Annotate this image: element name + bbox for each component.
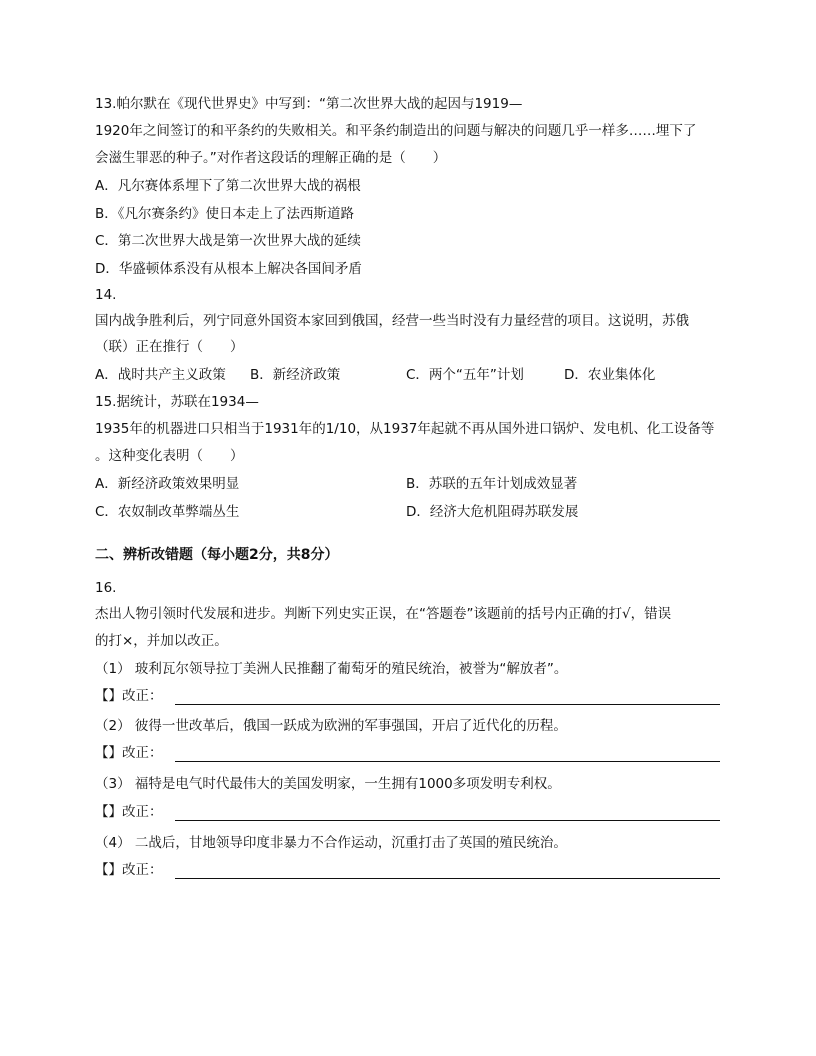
q13-option-c: C．第二次世界大战是第一次世界大战的延续 — [95, 233, 361, 249]
section-heading: 二、辨析改错题（每小题2分，共8分） — [95, 547, 339, 563]
q14-number: 14. — [95, 287, 117, 303]
correction-label: 【】改正： — [95, 688, 163, 704]
q16-number: 16. — [95, 580, 117, 596]
q14-option-c: C．两个“五年”计划 — [406, 367, 524, 383]
correction-label: 【】改正： — [95, 862, 163, 878]
q15-option-c: C．农奴制改革弊端丛生 — [95, 504, 240, 520]
q16-item-1: （1） 玻利瓦尔领导拉丁美洲人民推翻了葡萄牙的殖民统治，被誉为“解放者”。 — [95, 661, 568, 677]
q15-option-a: A．新经济政策效果明显 — [95, 476, 240, 492]
q14-line-1: 国内战争胜利后，列宁同意外国资本家回到俄国，经营一些当时没有力量经营的项目。这说明，苏俄 — [95, 313, 689, 329]
q16-item-3: （3） 福特是电气时代最伟大的美国发明家，一生拥有1000多项发明专利权。 — [95, 776, 561, 792]
q14-option-a: A．战时共产主义政策 — [95, 367, 226, 383]
correction-answer-line[interactable] — [175, 878, 720, 879]
q13-line-2: 1920年之间签订的和平条约的失败相关。和平条约制造出的问题与解决的问题几乎一样多……埋下了 — [95, 123, 697, 139]
q16-correction-row-2 — [95, 744, 720, 764]
q14-option-b: B．新经济政策 — [250, 367, 341, 383]
q15-line-1: 15.据统计，苏联在1934— — [95, 394, 259, 410]
q16-correction-row-3 — [95, 803, 720, 823]
q13-line-1: 13.帕尔默在《现代世界史》中写到：“第二次世界大战的起因与1919— — [95, 96, 523, 112]
q15-option-d: D．经济大危机阻碍苏联发展 — [406, 504, 579, 520]
correction-answer-line[interactable] — [175, 704, 720, 705]
q15-line-2: 1935年的机器进口只相当于1931年的1/10，从1937年起就不再从国外进口锅炉、发电机、化工设备等 — [95, 421, 715, 437]
q16-line-1: 杰出人物引领时代发展和进步。判断下列史实正误，在“答题卷”该题前的括号内正确的打√，错误 — [95, 606, 672, 622]
correction-answer-line[interactable] — [175, 761, 720, 762]
q15-line-3: 。这种变化表明（ ） — [95, 448, 244, 464]
q13-option-d: D．华盛顿体系没有从根本上解决各国间矛盾 — [95, 261, 362, 277]
q16-correction-row-4 — [95, 861, 720, 881]
q15-option-b: B．苏联的五年计划成效显著 — [406, 476, 578, 492]
correction-label: 【】改正： — [95, 804, 163, 820]
correction-answer-line[interactable] — [175, 820, 720, 821]
q13-option-b: B．《凡尔赛条约》使日本走上了法西斯道路 — [95, 206, 355, 222]
q16-line-2: 的打×，并加以改正。 — [95, 633, 228, 649]
correction-label: 【】改正： — [95, 745, 163, 761]
q16-item-4: （4） 二战后，甘地领导印度非暴力不合作运动，沉重打击了英国的殖民统治。 — [95, 835, 567, 851]
q13-line-3: 会滋生罪恶的种子。”对作者这段话的理解正确的是（ ） — [95, 150, 447, 166]
q14-option-d: D．农业集体化 — [564, 367, 656, 383]
q13-option-a: A．凡尔赛体系埋下了第二次世界大战的祸根 — [95, 178, 361, 194]
q16-correction-row-1 — [95, 687, 720, 707]
q16-item-2: （2） 彼得一世改革后，俄国一跃成为欧洲的军事强国，开启了近代化的历程。 — [95, 718, 567, 734]
q14-line-2: （联）正在推行（ ） — [95, 339, 244, 355]
